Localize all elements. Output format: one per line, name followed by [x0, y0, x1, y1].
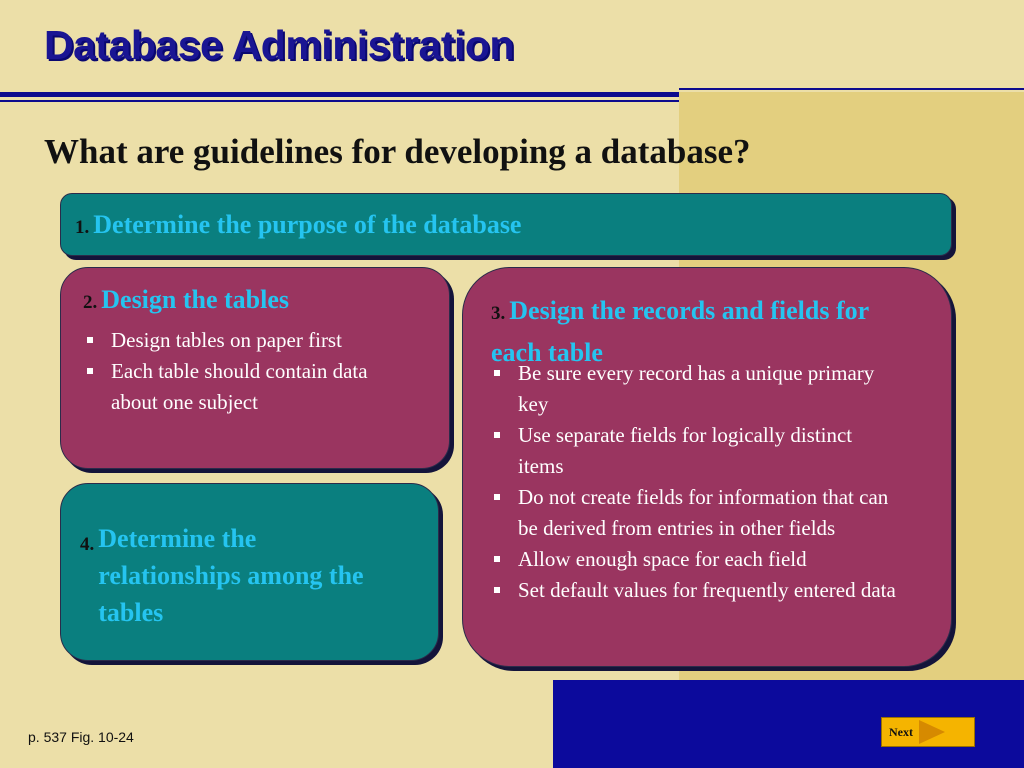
list-item-text: Do not create fields for information that can be derived from entries in other fields: [518, 485, 889, 540]
step-heading: Determine the purpose of the database: [93, 210, 522, 239]
square-bullet-icon: [494, 556, 500, 562]
square-bullet-icon: [87, 368, 93, 374]
step-header: [83, 284, 289, 320]
step-number: 4.: [80, 534, 95, 555]
list-item: [83, 325, 413, 356]
list-item-text: Use separate fields for logically distinct items: [518, 423, 853, 478]
step-box-records-fields: [462, 267, 952, 667]
step-number: 2.: [83, 292, 98, 313]
step-heading: Design the records and fields for each table: [491, 296, 869, 367]
page-reference: p. 537 Fig. 10-24: [28, 729, 134, 745]
square-bullet-icon: [494, 370, 500, 376]
list-item-text: Set default values for frequently entered data: [518, 578, 896, 602]
next-button[interactable]: [881, 717, 975, 747]
step-number: 3.: [491, 303, 506, 324]
square-bullet-icon: [494, 494, 500, 500]
right-arrow-icon: [919, 720, 945, 744]
step-header: [80, 520, 420, 631]
square-bullet-icon: [87, 337, 93, 343]
step-box-relationships: [60, 483, 439, 661]
list-item: [490, 482, 900, 544]
slide-subtitle: What are guidelines for developing a database?: [44, 132, 751, 171]
step-heading: Determine the relationships among the tables: [98, 524, 364, 627]
title-rule-thick: [0, 92, 679, 97]
step-header: [75, 210, 521, 244]
bullet-list: [83, 325, 413, 418]
list-item-text: Allow enough space for each field: [518, 547, 807, 571]
title-rule-thin: [0, 100, 679, 102]
list-item-text: Be sure every record has a unique primary key: [518, 361, 875, 416]
list-item: [83, 356, 413, 418]
square-bullet-icon: [494, 587, 500, 593]
list-item: [490, 544, 900, 575]
list-item-text: Each table should contain data about one subject: [111, 359, 368, 414]
square-bullet-icon: [494, 432, 500, 438]
list-item: [490, 420, 900, 482]
title-rule-right: [679, 88, 1024, 90]
list-item-text: Design tables on paper first: [111, 328, 342, 352]
step-number: 1.: [75, 217, 90, 238]
bullet-list: [490, 358, 900, 606]
list-item: [490, 358, 900, 420]
step-box-tables: [60, 267, 450, 469]
step-box-purpose: [60, 193, 952, 256]
list-item: [490, 575, 900, 606]
step-heading: Design the tables: [101, 285, 290, 314]
slide-title: Database Administration: [44, 22, 514, 68]
next-button-label: Next: [889, 725, 913, 739]
